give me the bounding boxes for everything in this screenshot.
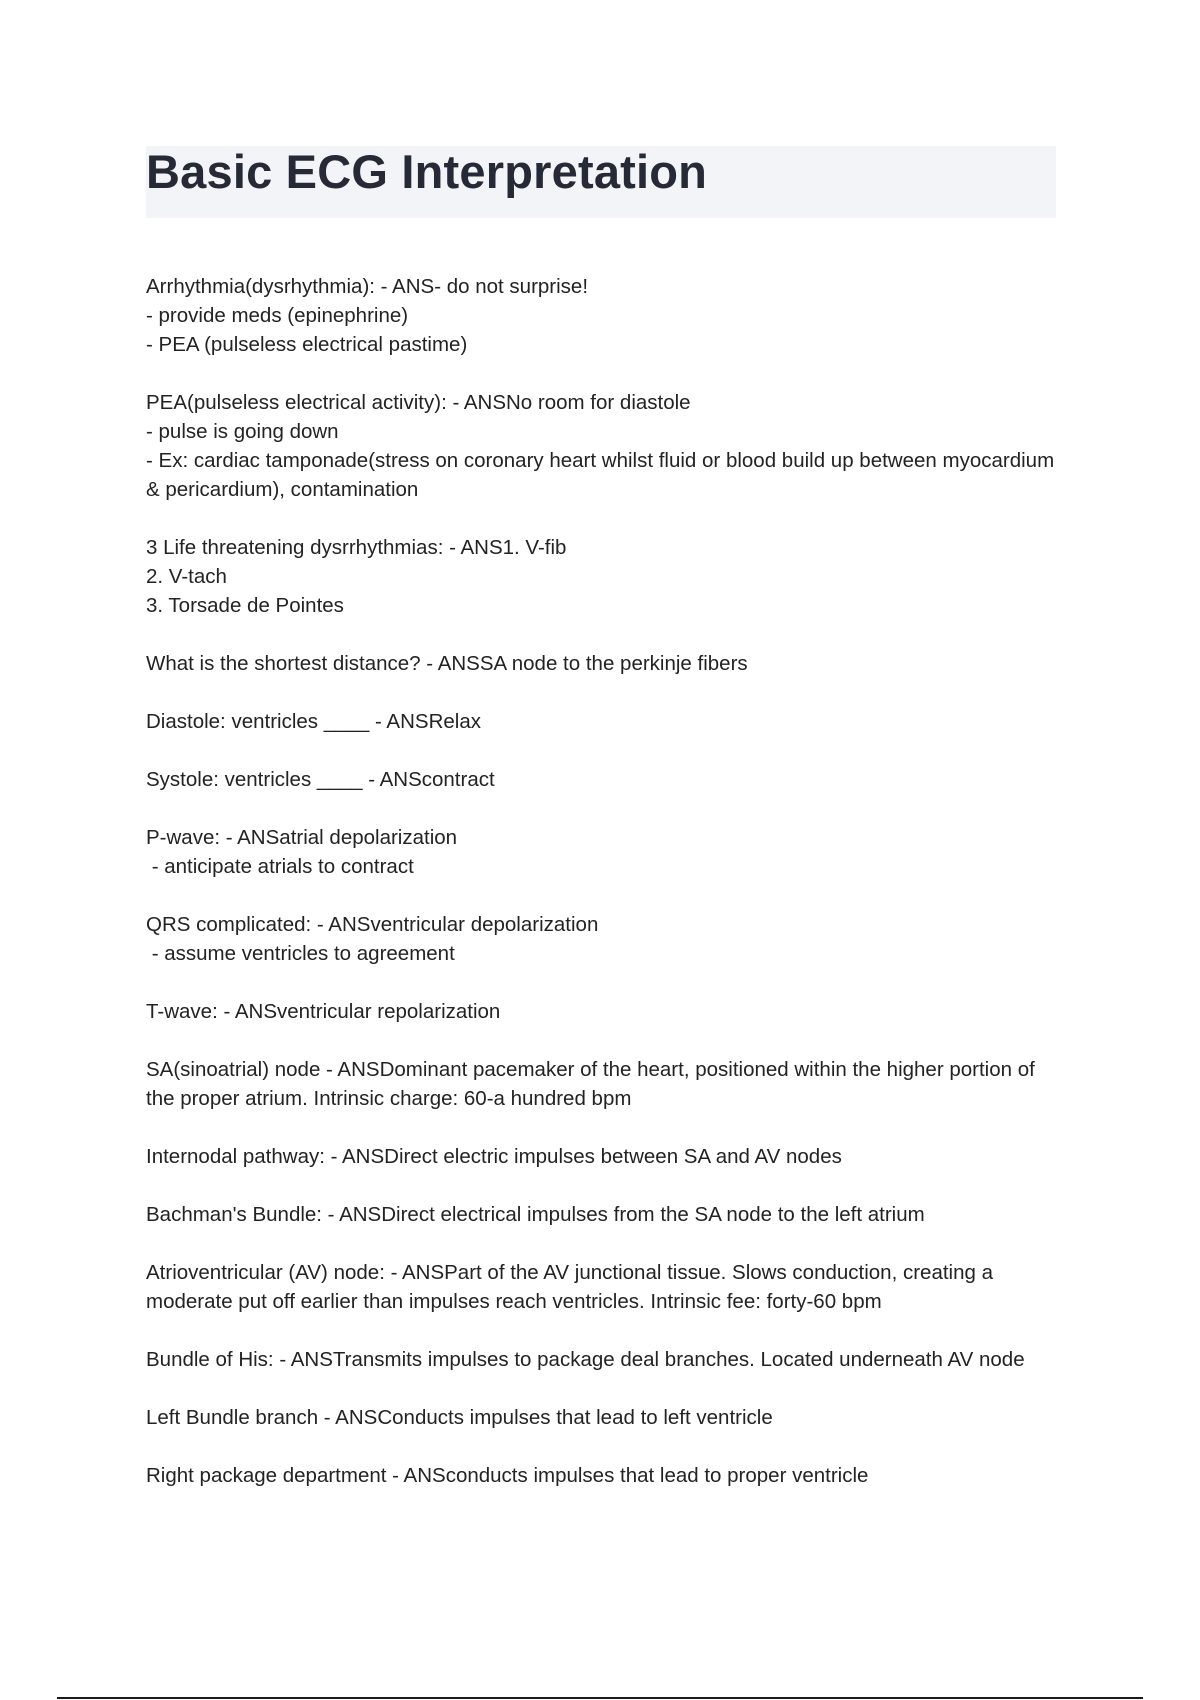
- entry-line: - provide meds (epinephrine): [146, 304, 409, 327]
- entry-line: Left Bundle branch - ANSConducts impulses that lead to left ventricle: [146, 1406, 773, 1429]
- entry-line: SA(sinoatrial) node - ANSDominant pacemaker of the heart, positioned within the higher portion of the proper atrium. Intrinsic charge: 60-a hundred bpm: [146, 1058, 1041, 1110]
- flashcard-entry: [146, 1055, 1066, 1113]
- entry-line: - Ex: cardiac tamponade(stress on coronary heart whilst fluid or blood build up between myocardium & pericardium), contamination: [146, 449, 1060, 501]
- footer-divider: [57, 1697, 1143, 1699]
- entry-line: Arrhythmia(dysrhythmia): - ANS- do not surprise!: [146, 275, 589, 298]
- entry-line: 3 Life threatening dysrrhythmias: - ANS1. V-fib: [146, 536, 567, 559]
- entry-line: - pulse is going down: [146, 420, 339, 443]
- flashcard-entry: [146, 823, 1066, 881]
- entry-line: 3. Torsade de Pointes: [146, 594, 344, 617]
- flashcard-entry: [146, 1200, 1066, 1229]
- flashcard-entry: [146, 1142, 1066, 1171]
- entry-line: P-wave: - ANSatrial depolarization: [146, 826, 458, 849]
- entry-line: - assume ventricles to agreement: [146, 942, 455, 965]
- page-title: Basic ECG Interpretation: [146, 145, 708, 198]
- entry-line: Bachman's Bundle: - ANSDirect electrical impulses from the SA node to the left atrium: [146, 1203, 925, 1226]
- flashcard-entry: [146, 388, 1066, 504]
- flashcard-entry: [146, 910, 1066, 968]
- entry-line: QRS complicated: - ANSventricular depolarization: [146, 913, 599, 936]
- entry-line: - anticipate atrials to contract: [146, 855, 414, 878]
- entry-line: Right package department - ANSconducts impulses that lead to proper ventricle: [146, 1464, 869, 1487]
- entry-line: Atrioventricular (AV) node: - ANSPart of the AV junctional tissue. Slows conduction, creating a moderate put off earlier than impulses reach ventricles. Intrinsic fee: forty-60 bpm: [146, 1261, 999, 1313]
- entry-line: - PEA (pulseless electrical pastime): [146, 333, 468, 356]
- flashcard-entry: [146, 1403, 1066, 1432]
- entry-line: PEA(pulseless electrical activity): - ANSNo room for diastole: [146, 391, 691, 414]
- flashcard-entry: [146, 707, 1066, 736]
- entry-line: Diastole: ventricles ____ - ANSRelax: [146, 710, 481, 733]
- entry-line: What is the shortest distance? - ANSSA node to the perkinje fibers: [146, 652, 748, 675]
- flashcard-entry: [146, 1345, 1066, 1374]
- flashcard-entry: [146, 649, 1066, 678]
- flashcard-entry: [146, 997, 1066, 1026]
- flashcard-entry: [146, 272, 1066, 359]
- entry-line: T-wave: - ANSventricular repolarization: [146, 1000, 501, 1023]
- entry-line: Systole: ventricles ____ - ANScontract: [146, 768, 495, 791]
- entry-line: Bundle of His: - ANSTransmits impulses to package deal branches. Located underneath AV node: [146, 1348, 1025, 1371]
- flashcard-entry: [146, 533, 1066, 620]
- flashcard-list: [146, 272, 1066, 1519]
- entry-line: Internodal pathway: - ANSDirect electric impulses between SA and AV nodes: [146, 1145, 842, 1168]
- entry-line: 2. V-tach: [146, 565, 227, 588]
- flashcard-entry: [146, 1258, 1066, 1316]
- flashcard-entry: [146, 765, 1066, 794]
- flashcard-entry: [146, 1461, 1066, 1490]
